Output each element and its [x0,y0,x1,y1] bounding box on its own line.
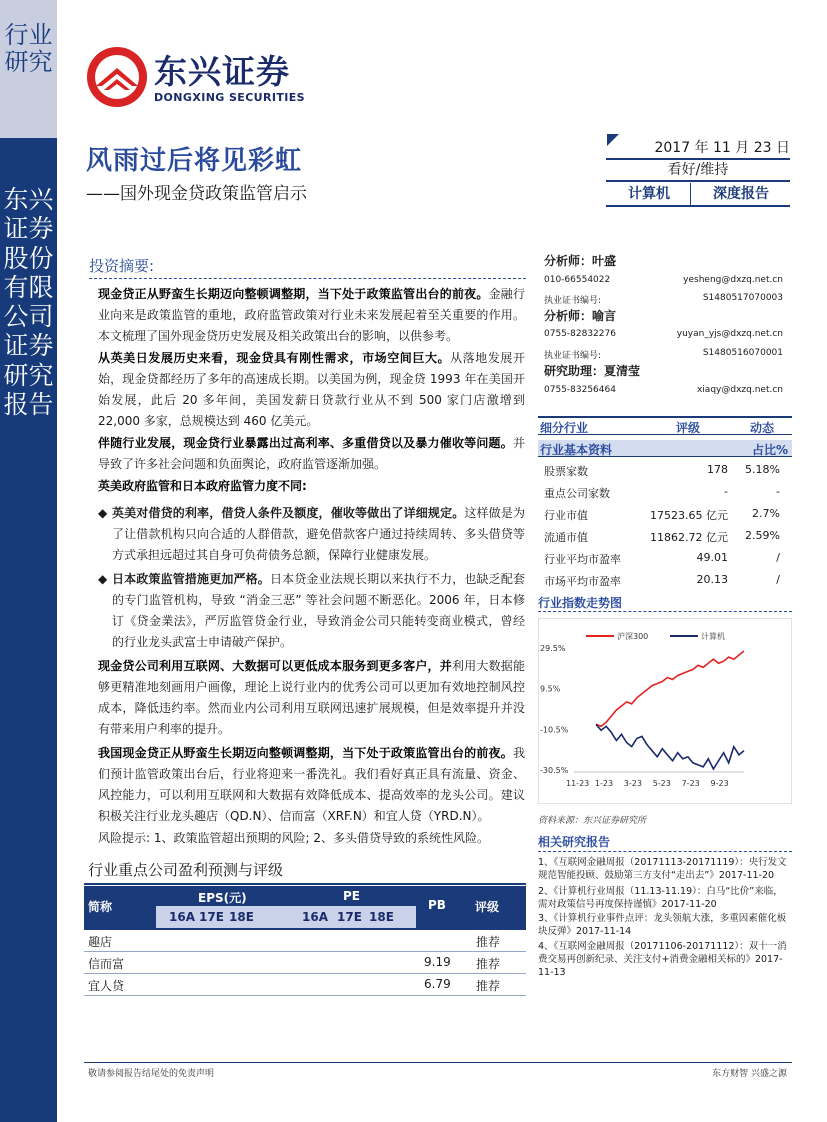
analyst-phone: 0755-83256464 [544,385,616,395]
y-tick-label: 29.5% [540,644,566,653]
sidebar-bottom [0,138,57,1122]
report-type-tag: 深度报告 [713,186,769,202]
row-label: 行业平均市盈率 [544,553,621,566]
paragraph-lead: 并 [439,659,452,673]
section-title: 行业基本资料 [540,443,613,457]
divider [538,851,792,852]
index-chart [538,618,792,804]
row-label: 股票家数 [544,465,588,478]
industry-tag: 计算机 [608,183,691,205]
year-header: 17E [337,910,362,924]
basic-info-header [538,440,792,457]
y-tick-label: -10.5% [540,725,569,735]
column-header: 评级 [676,421,701,435]
bullet-lead: 日本政策监管措施更加严格。 [112,572,270,586]
related-report: 2、《计算机行业周报（11.13-11.19）：白马“比价”来临，需对政策信号再度保持谨慎》2017-11-20 [538,886,783,910]
x-tick-label: 9-23 [710,779,729,788]
footer-slogan: 东方财智 兴盛之源 [712,1069,787,1079]
row-percent: 5.18% [745,463,780,476]
paragraph-text: 金融行业向来是政策监管的重地，政府监管政策对行业未来发展起着至关重要的作用。本文梳理了国外现金贷历史发展及相关政策出台的影响，以供参考。 [98,287,525,343]
x-tick-label: 7-23 [681,779,700,788]
bullet-icon: ◆ [98,572,108,586]
analyst-name: 研究助理：夏清莹 [544,364,641,378]
report-date: 2017 年 11 月 23 日 [654,140,790,156]
risk-note: 风险提示: 1、政策监管超出预期的风险; 2、多头借贷导致的系统性风险。 [98,831,489,845]
basic-info-row [538,460,792,480]
paragraph-lead: 现金贷正从野蛮生长期迈向整顿调整期，当下处于政策监管出台的前夜。 [98,287,489,301]
column-header: PE [343,889,360,903]
column-header: EPS(元) [198,891,247,905]
legend-label: 沪深300 [617,632,649,641]
row-percent: - [776,485,780,498]
row-percent: / [776,551,780,564]
x-tick-label: 11-23 [566,779,590,788]
related-report: 1、《互联网金融周报（20171113-20171119）：央行发文规范智能投顾、鼓励第三方支付“走出去”》2017-11-20 [538,857,787,881]
paragraph-lead: 我国现金贷正从野蛮生长期迈向整顿调整期，当下处于政策监管出台的前夜。 [98,746,513,760]
year-header: 16A [302,910,328,924]
row-percent: 2.7% [752,507,780,520]
row-label: 市场平均市盈率 [544,575,621,588]
row-value: 11862.72 亿元 [650,531,728,544]
year-header: 18E [229,910,254,924]
column-header: 简称 [88,900,113,914]
footer-divider [84,1062,792,1063]
pb-value: 6.79 [424,977,451,991]
summary-paragraph [98,284,525,347]
rating-value: 推荐 [476,979,501,993]
divider [606,205,790,207]
footer-disclaimer: 敬请参阅报告结尾处的免责声明 [88,1069,215,1079]
cert-number: S1480516070001 [702,348,783,358]
paragraph-text: 利用大数据能够更精准地刻画用户画像，理论上说行业内的优秀公司可以更加有效地控制风控成本，降低违约率。然而业内公司利用互联网迅速扩展规模，但是效率提升并没有带来用户利率的提升。 [98,659,525,736]
analyst-email: yuyan_yjs@dxzq.net.cn [676,329,783,339]
analyst-email: yesheng@dxzq.net.cn [683,275,783,285]
paragraph-text: 从落地发展开始，现金贷都经历了多年的高速成长期。以美国为例，现金贷 1993 年在美国开始发展，此后 20 多年间，美国发薪日贷款行业从不到 500 家门店激增到 22,000 多家，总规模达到 460 亿美元。 [98,351,525,428]
forecast-title: 行业重点公司盈利预测与评级 [88,861,284,879]
paragraph-text: 我们预计监管政策出台后，行业将迎来一番洗礼。我们看好真正具有流量、资金、风控能力，可以利用互联网和大数据有效降低成本、提高效率的龙头公司。建议积极关注行业龙头趣店（QD.N）、信而富（XRF.N）和宜人贷（YRD.N）。 [98,746,525,823]
bullet-text: 这样做是为了让借款机构只向合适的人群借款，避免借款客户通过持续周转、多头借贷等方式承担远超过其自身可负荷债务总额，保障行业健康发展。 [112,506,525,562]
basic-info-row [538,526,792,546]
company-vertical: 东兴证券股份有限公司证券研究报告 [3,185,54,419]
logo-icon [86,46,148,108]
column-header: 评级 [475,900,500,914]
column-header: 细分行业 [540,421,589,435]
summary-paragraph [98,348,525,432]
analyst-phone: 010-66554022 [544,275,611,285]
row-percent: 2.59% [745,529,780,542]
summary-paragraph [98,476,525,497]
basic-info-row [538,548,792,568]
forecast-row [84,930,526,952]
company-name: 信而富 [88,957,125,971]
row-label: 重点公司家数 [544,487,610,500]
basic-info-row [538,570,792,590]
company-name: 趣店 [88,935,113,949]
company-name: 宜人贷 [88,979,125,993]
divider [89,278,526,279]
cert-label: 执业证书编号: [544,351,602,361]
x-tick-label: 5-23 [652,779,671,788]
chart-title: 行业指数走势图 [538,596,623,610]
forecast-row [84,952,526,974]
analyst-email: xiaqy@dxzq.net.cn [696,385,783,395]
bullet-lead: 英美对借贷的利率，借贷人条件及额度，催收等做出了详细规定。 [112,506,465,520]
summary-paragraph [98,656,525,740]
row-value: 17523.65 亿元 [650,509,728,522]
rating-value: 推荐 [476,935,501,949]
cert-label: 执业证书编号: [544,296,602,306]
row-value: 178 [707,463,728,476]
rating-value: 推荐 [476,957,501,971]
column-header: 占比% [751,443,788,457]
related-heading: 相关研究报告 [538,835,611,849]
forecast-row [84,974,526,996]
row-percent: / [776,573,780,586]
year-header: 17E [199,910,224,924]
row-label: 行业市值 [544,509,588,522]
year-header: 18E [369,910,394,924]
paragraph-lead: 伴随行业发展，现金贷行业暴露出过高利率、多重借贷以及暴力催收等问题。 [98,436,513,450]
report-subtitle: ——国外现金贷政策监管启示 [86,184,307,204]
row-value: 49.01 [696,551,728,564]
y-tick-label: 9.5% [540,684,561,694]
bullet-text: 日本贷金业法规长期以来执行不力，也缺乏配套的专门监管机构，导致 “消金三恶” 等社会问题不断恶化。2006 年，日本修订《贷金業法》，严厉监管贷金行业，导致消金公司只能转变商业模式，曾经的行业龙头武富士申请破产保护。 [112,572,525,649]
chart-frame [538,618,792,804]
x-tick-label: 3-23 [623,779,642,788]
cert-number: S1480517070003 [702,293,783,303]
logo-subtext: DONGXING SECURITIES [154,91,305,104]
summary-heading: 投资摘要: [89,257,155,275]
report-title: 风雨过后将见彩虹 [86,146,303,176]
chart-source: 资料来源：东兴证券研究所 [538,816,647,826]
row-value: - [724,485,728,498]
report-rating: 看好/维持 [606,160,790,182]
paragraph-text: 并导致了许多社会问题和负面舆论，政府监管逐渐加强。 [98,436,525,471]
analyst-name: 分析师：喻言 [544,309,617,323]
basic-info-row [538,482,792,502]
divider [538,611,792,612]
paragraph-lead: 现金贷公司利用互联网、大数据可以更低成本服务到更多客户， [98,659,440,673]
summary-paragraph [98,433,525,475]
bullet-icon: ◆ [98,506,108,520]
paragraph-lead: 从英美日发展历史来看，现金贷具有刚性需求，市场空间巨大。 [98,351,451,365]
paragraph-lead: 英美政府监管和日本政府监管力度不同: [98,479,307,493]
sidebar-top [0,0,57,138]
industry-header [538,416,792,435]
column-header: 动态 [750,421,775,435]
bullet-item [98,569,525,653]
divider [84,883,526,885]
pb-value: 9.19 [424,955,451,969]
report-category: 行业研究 [4,21,53,76]
logo-text: 东兴证券 [154,52,290,91]
summary-paragraph [98,743,525,827]
basic-info-row [538,504,792,524]
year-header: 16A [169,910,195,924]
row-label: 流通市值 [544,531,588,544]
analyst-name: 分析师：叶盛 [544,254,617,268]
column-header: PB [428,898,446,912]
legend-label: 计算机 [701,632,725,641]
x-tick-label: 1-23 [594,779,614,788]
date-corner-mark [607,134,619,146]
bullet-item [98,503,525,566]
y-tick-label: -30.5% [540,766,569,775]
analyst-phone: 0755-82832276 [544,329,616,339]
row-value: 20.13 [696,573,728,586]
related-report: 3、《计算机行业事件点评：龙头领航大涨，多重因素催化板块反弹》2017-11-14 [538,913,787,937]
related-report: 4、《互联网金融周报（20171106-20171112）：双十一消费交易再创新纪录、关注支付+消费金融相关标的》2017-11-13 [538,941,787,978]
